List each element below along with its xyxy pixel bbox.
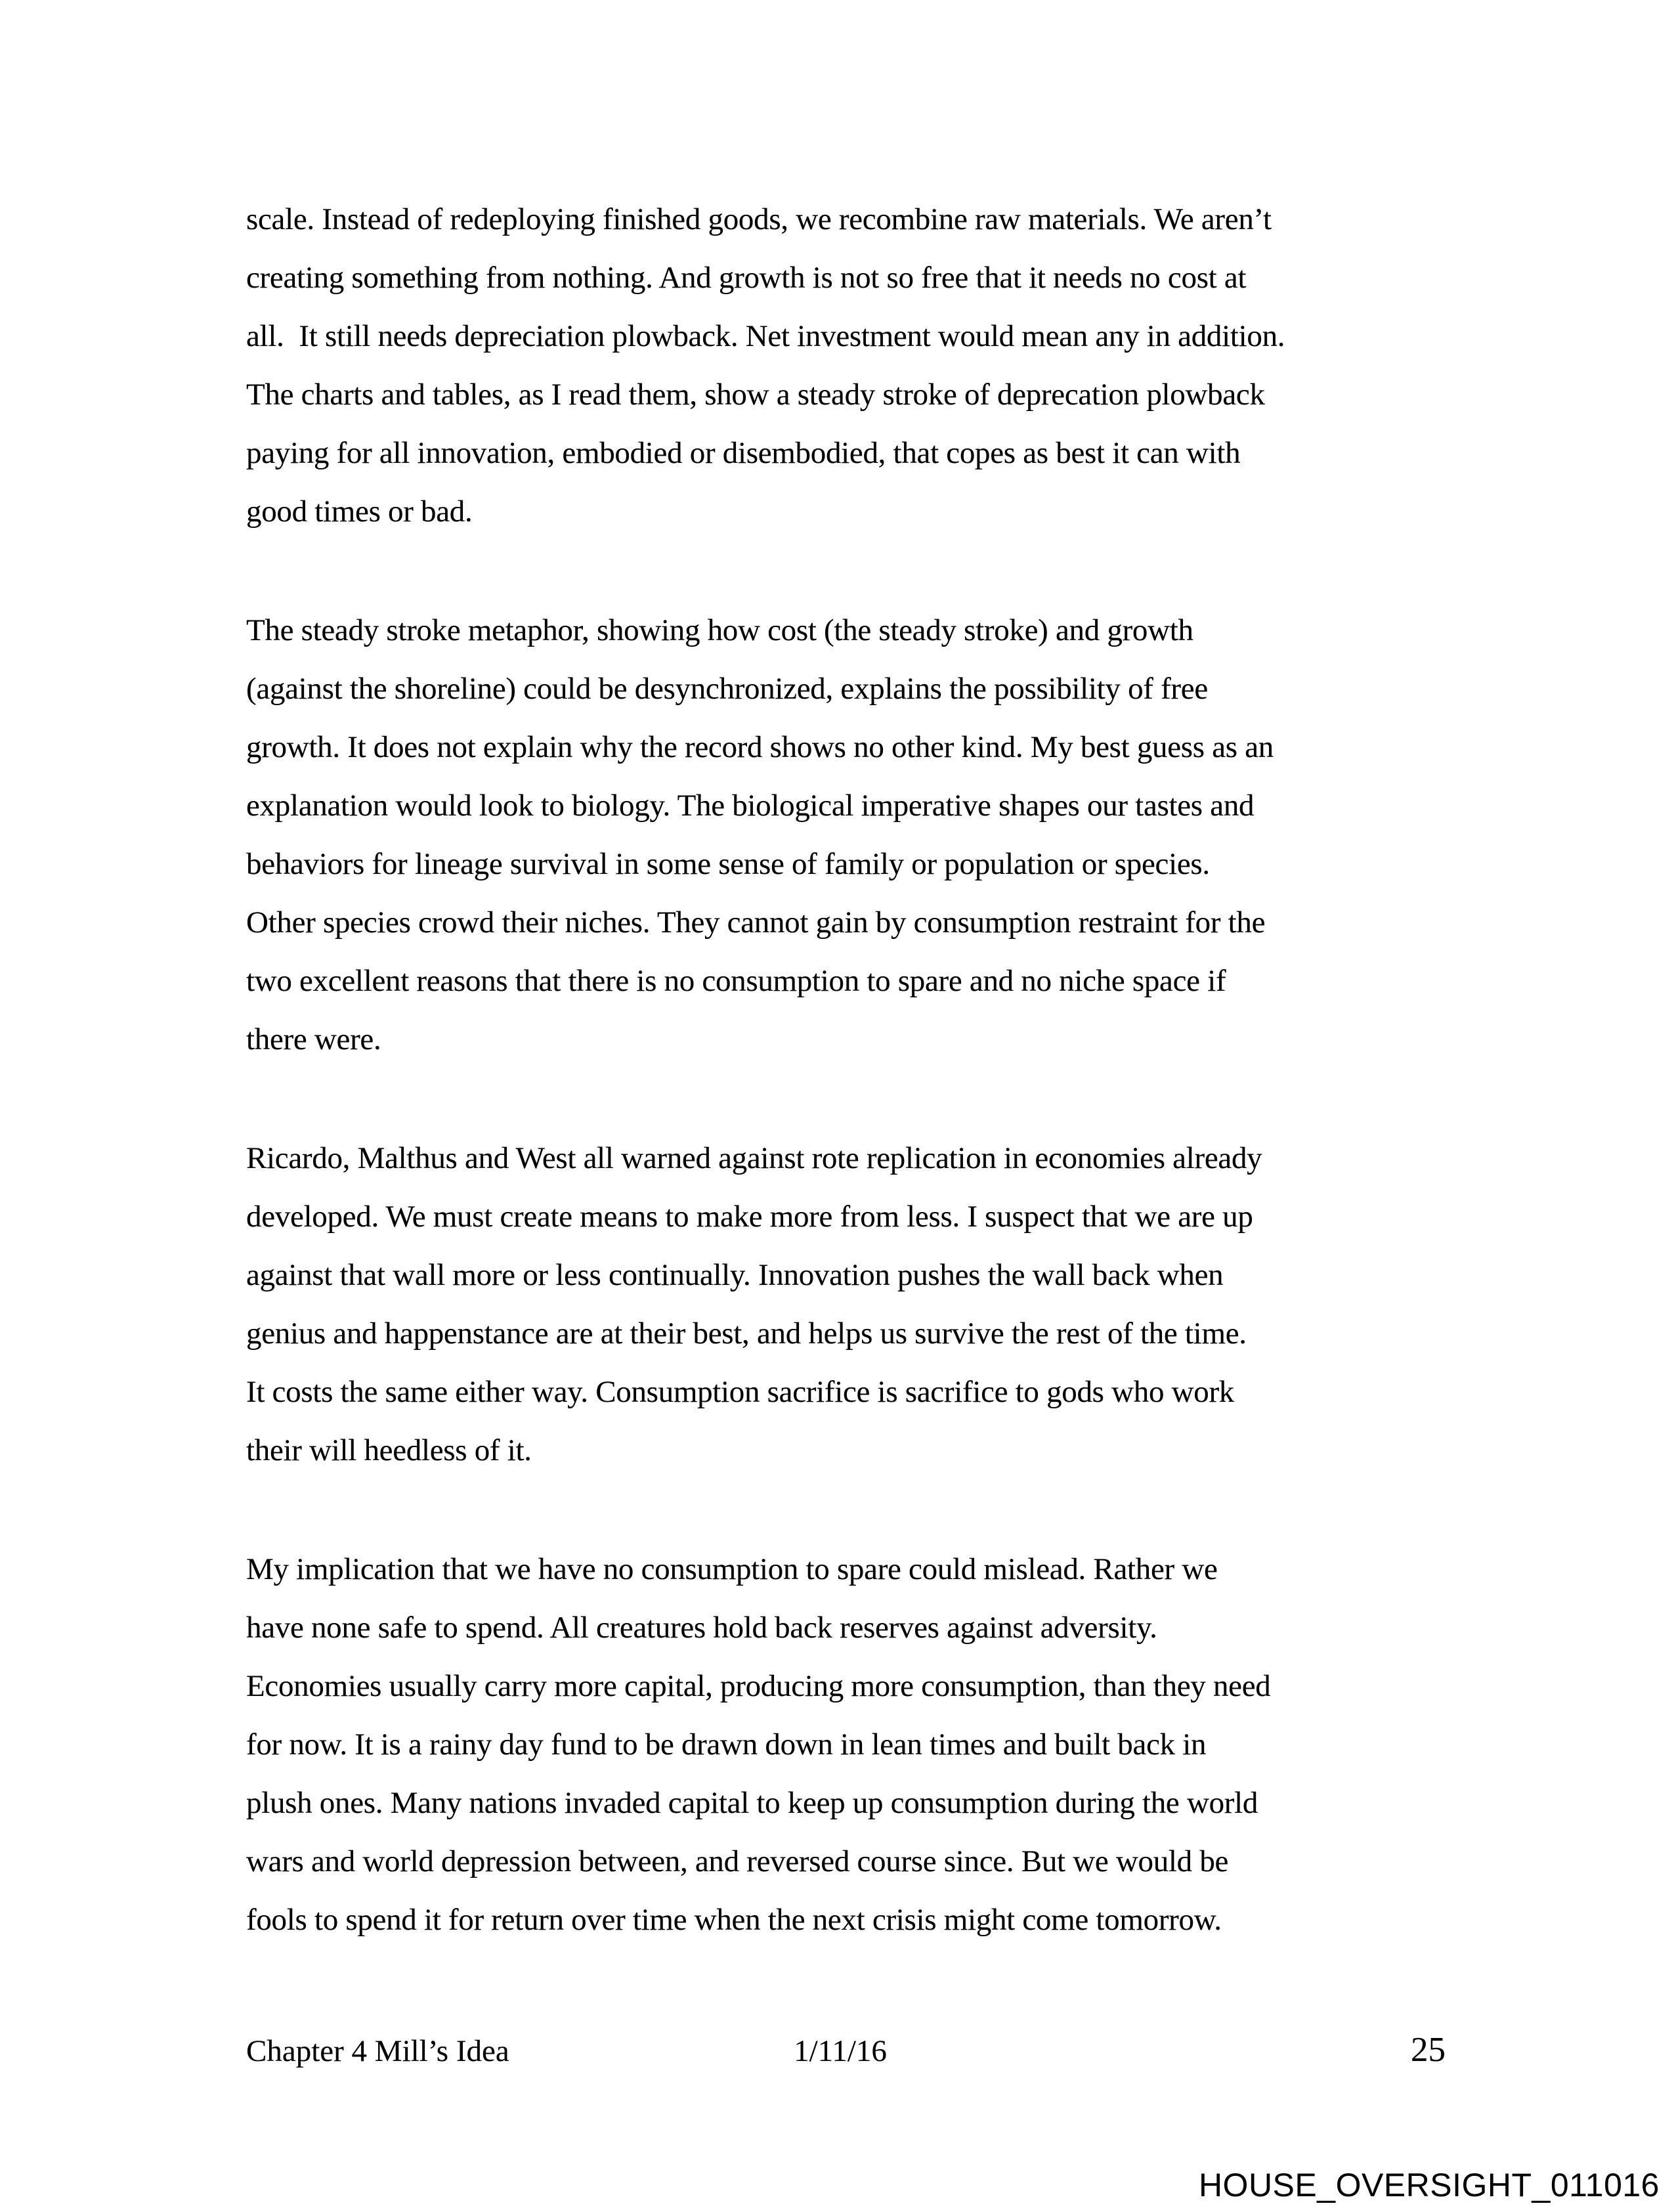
text-line: paying for all innovation, embodied or disembodied, that copes as best it can with [246,436,1241,470]
text-line: My implication that we have no consumption to spare could mislead. Rather we [246,1552,1218,1586]
body-text [246,190,1438,1949]
text-line: (against the shoreline) could be desynchronized, explains the possibility of free [246,672,1208,706]
text-line: fools to spend it for return over time when the next crisis might come tomorrow. [246,1903,1222,1937]
text-line: wars and world depression between, and reversed course since. But we would be [246,1844,1229,1878]
text-line: explanation would look to biology. The biological imperative shapes our tastes and [246,789,1255,823]
text-line: scale. Instead of redeploying finished goods, we recombine raw materials. We aren’t [246,202,1272,236]
text-line: The charts and tables, as I read them, show a steady stroke of deprecation plowback [246,378,1265,412]
text-line: behaviors for lineage survival in some sense of family or population or species. [246,847,1210,881]
text-line: plush ones. Many nations invaded capital to keep up consumption during the world [246,1786,1258,1820]
text-line: creating something from nothing. And growth is not so free that it needs no cost at [246,261,1247,295]
text-line: there were. [246,1022,381,1056]
text-line: for now. It is a rainy day fund to be drawn down in lean times and built back in [246,1727,1207,1762]
text-line: two excellent reasons that there is no consumption to spare and no niche space if [246,964,1226,998]
text-line: growth. It does not explain why the record shows no other kind. My best guess as an [246,730,1274,764]
text-line: good times or bad. [246,494,473,529]
text-line: genius and happenstance are at their best, and helps us survive the rest of the time. [246,1316,1247,1351]
text-line: It costs the same either way. Consumption sacrifice is sacrifice to gods who work [246,1375,1234,1409]
paragraph [246,1540,1438,1949]
footer-date: 1/11/16 [794,2034,887,2068]
bates-stamp-watermark: HOUSE_OVERSIGHT_011016 [1198,2167,1660,2203]
text-line: against that wall more or less continually. Innovation pushes the wall back when [246,1258,1224,1292]
paragraph [246,190,1438,541]
text-line: their will heedless of it. [246,1433,532,1467]
text-line: have none safe to spend. All creatures hold back reserves against adversity. [246,1611,1157,1645]
paragraph [246,601,1438,1069]
text-line: all. It still needs depreciation plowback. Net investment would mean any in addition. [246,319,1285,353]
footer-page-number: 25 [1411,2031,1446,2069]
text-line: Economies usually carry more capital, producing more consumption, than they need [246,1669,1271,1703]
text-line: The steady stroke metaphor, showing how cost (the steady stroke) and growth [246,613,1193,647]
text-line: developed. We must create means to make more from less. I suspect that we are up [246,1200,1253,1234]
paragraph [246,1129,1438,1480]
footer-chapter-label: Chapter 4 Mill’s Idea [246,2034,509,2068]
text-line: Ricardo, Malthus and West all warned against rote replication in economies already [246,1141,1262,1175]
text-line: Other species crowd their niches. They cannot gain by consumption restraint for the [246,905,1266,940]
